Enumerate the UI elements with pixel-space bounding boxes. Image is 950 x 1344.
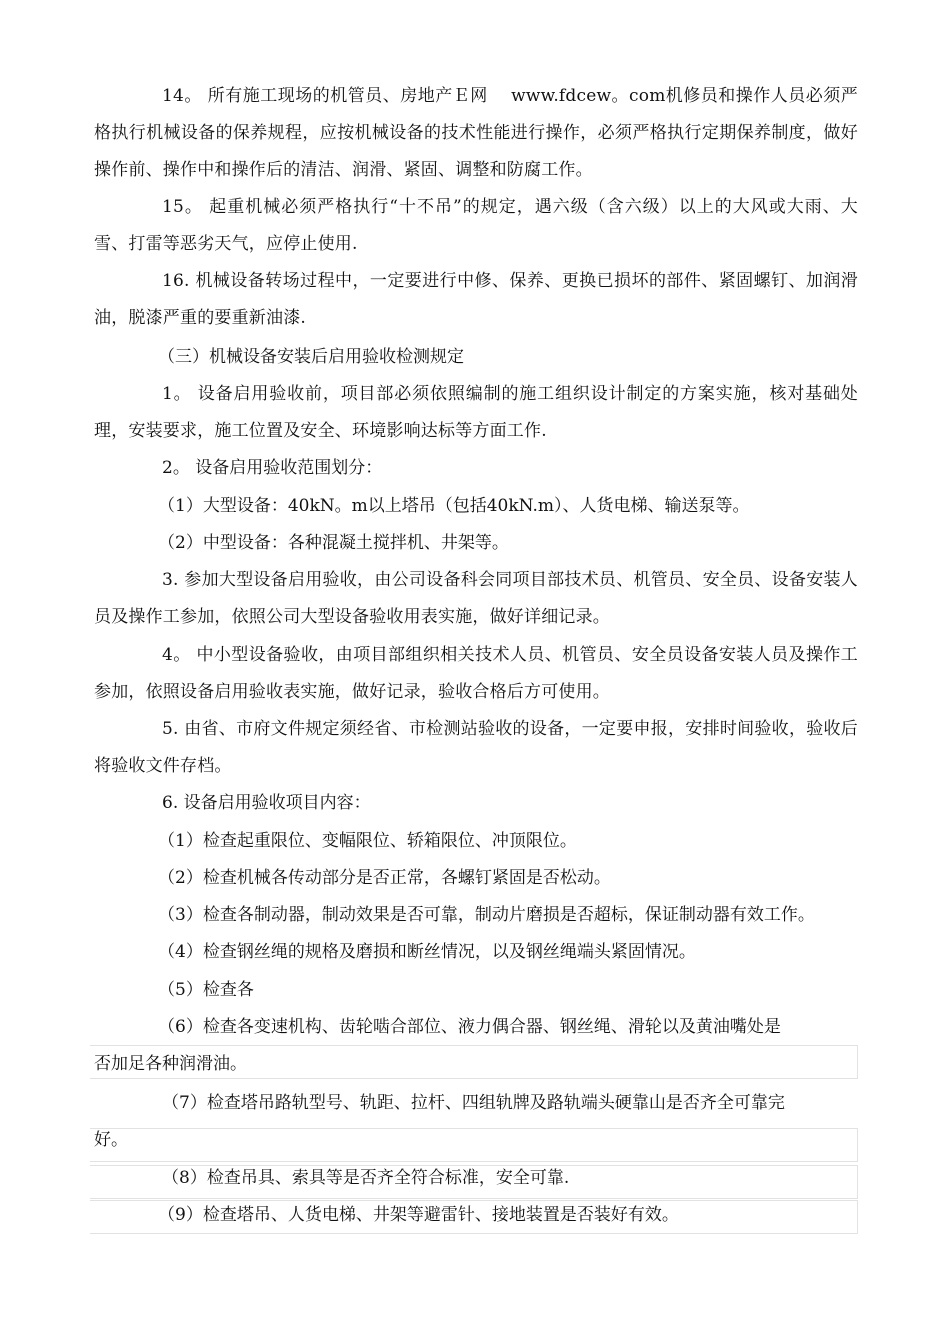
list-item-i6-line1: （6）检查各变速机构、齿轮啮合部位、液力偶合器、钢丝绳、滑轮以及黄油嘴处是	[158, 1017, 781, 1037]
paragraph-s5: 5. 由省、市府文件规定须经省、市检测站验收的设备，一定要申报，安排时间验收，验收后将验收文件存档。	[94, 719, 858, 776]
list-item-i9: （9）检查塔吊、人货电梯、井架等避雷针、接地装置是否装好有效。	[158, 1205, 679, 1225]
list-item-i6-line2: 否加足各种润滑油。	[94, 1054, 247, 1074]
list-item-i8: （8）检查吊具、索具等是否齐全符合标准，安全可靠.	[162, 1168, 570, 1188]
list-item-i3: （3）检查各制动器，制动效果是否可靠，制动片磨损是否超标，保证制动器有效工作。	[158, 905, 815, 925]
paragraph-16: 16. 机械设备转场过程中，一定要进行中修、保养、更换已损坏的部件、紧固螺钉、加润滑油，脱漆严重的要重新油漆.	[94, 271, 858, 328]
list-item-s2a: （1）大型设备：40kN。m以上塔吊（包括40kN.m）、人货电梯、输送泵等。	[158, 496, 750, 516]
paragraph-s1: 1。 设备启用验收前，项目部必须依照编制的施工组织设计制定的方案实施，核对基础处理，安装要求，施工位置及安全、环境影响达标等方面工作.	[94, 384, 858, 441]
paragraph-s6: 6. 设备启用验收项目内容：	[162, 793, 371, 813]
list-item-i1: （1）检查起重限位、变幅限位、轿箱限位、冲顶限位。	[158, 831, 577, 851]
list-item-i2: （2）检查机械各传动部分是否正常，各螺钉紧固是否松动。	[158, 868, 611, 888]
paragraph-14: 14。 所有施工现场的机管员、房地产Ｅ网 www.fdcew。com机修员和操作人员必须严格执行机械设备的保养规程，应按机械设备的技术性能进行操作，必须严格执行定期保养制度，做好操作前、操作中和操作后的清洁、润滑、紧固、调整和防腐工作。	[94, 86, 858, 180]
list-item-i5: （5）检查各	[158, 980, 254, 1000]
paragraph-s2: 2。 设备启用验收范围划分：	[162, 458, 383, 478]
paragraph-s4: 4。 中小型设备验收，由项目部组织相关技术人员、机管员、安全员设备安装人员及操作工参加，依照设备启用验收表实施，做好记录，验收合格后方可使用。	[94, 645, 858, 702]
list-item-s2b: （2）中型设备：各种混凝土搅拌机、井架等。	[158, 533, 509, 553]
list-item-i4: （4）检查钢丝绳的规格及磨损和断丝情况，以及钢丝绳端头紧固情况。	[158, 942, 696, 962]
table-row-box	[90, 1128, 858, 1162]
section-heading: （三）机械设备安装后启用验收检测规定	[158, 347, 464, 367]
list-item-i7-line1: （7）检查塔吊路轨型号、轨距、拉杆、四组轨牌及路轨端头硬靠山是否齐全可靠完	[162, 1093, 785, 1113]
paragraph-s3: 3. 参加大型设备启用验收，由公司设备科会同项目部技术员、机管员、安全员、设备安装人员及操作工参加，依照公司大型设备验收用表实施，做好详细记录。	[94, 570, 858, 627]
paragraph-15: 15。 起重机械必须严格执行“十不吊”的规定，遇六级（含六级）以上的大风或大雨、大雪、打雷等恶劣天气，应停止使用.	[94, 197, 858, 254]
list-item-i7-line2: 好。	[94, 1130, 128, 1150]
